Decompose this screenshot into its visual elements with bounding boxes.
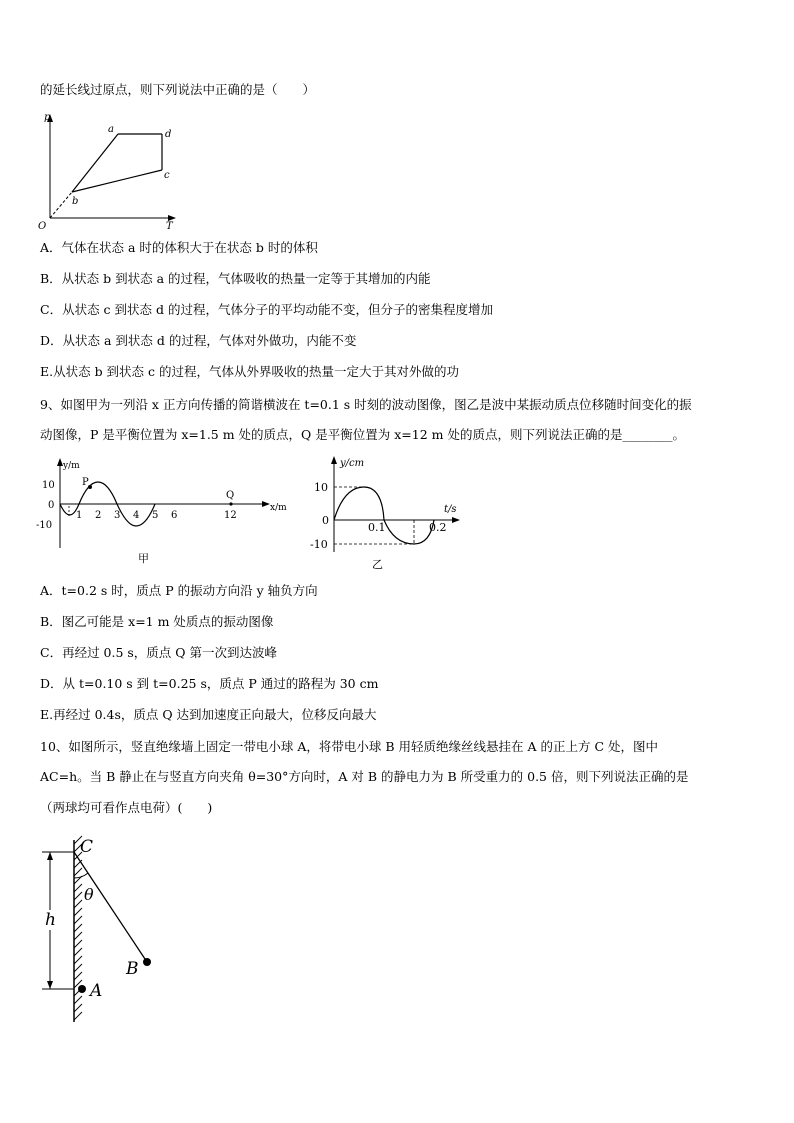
q8-option-a[interactable]: A．气体在状态 a 时的体积大于在状态 b 时的体积 <box>40 240 318 255</box>
jia-xtick-12: 12 <box>224 510 237 521</box>
jia-xtick-5: 5 <box>152 510 159 521</box>
jia-xtick-1: 1 <box>76 510 83 521</box>
label-theta: θ <box>84 885 94 904</box>
label-h: h <box>45 910 56 930</box>
q8-option-b[interactable]: B．从状态 b 到状态 a 的过程，气体吸收的热量一定等于其增加的内能 <box>40 271 431 286</box>
q9-option-e[interactable]: E.再经过 0.4s，质点 Q 达到加速度正向最大，位移反向最大 <box>40 707 377 722</box>
q9-option-c[interactable]: C．再经过 0.5 s，质点 Q 第一次到达波峰 <box>40 645 278 660</box>
q9-option-d[interactable]: D．从 t=0.10 s 到 t=0.25 s，质点 P 通过的路程为 30 cm <box>40 676 379 691</box>
axis-T-label: T <box>166 221 173 232</box>
yi-ytick-0: 0 <box>322 514 329 527</box>
q8-pT-graph <box>34 108 184 232</box>
yi-ytick-neg10: -10 <box>310 538 328 551</box>
jia-xlabel: x/m <box>270 503 287 513</box>
jia-point-Q: Q <box>226 490 235 501</box>
point-d-label: d <box>165 129 172 140</box>
jia-ytick-neg10: -10 <box>36 520 53 531</box>
yi-xtick-0.1: 0.1 <box>368 521 386 534</box>
point-a-label: a <box>108 124 114 135</box>
q8-stem: 的延长线过原点，则下列说法中正确的是（ ） <box>40 82 316 97</box>
origin-label: O <box>38 221 47 232</box>
axis-p-label: p <box>44 112 51 123</box>
q8-option-d[interactable]: D．从状态 a 到状态 d 的过程，气体对外做功，内能不变 <box>40 333 357 348</box>
jia-xtick-3: 3 <box>114 510 121 521</box>
q9-stem-line1: 9、如图甲为一列沿 x 正方向传播的简谐横波在 t=0.1 s 时刻的波动图像，图乙是波中某振动质点位移随时间变化的振 <box>40 397 692 412</box>
jia-xtick-4: 4 <box>133 510 140 521</box>
point-b-label: b <box>72 196 79 207</box>
q10-wall-figure <box>34 832 174 1028</box>
jia-ylabel: y/m <box>63 461 80 471</box>
yi-xtick-0.2: 0.2 <box>429 521 447 534</box>
label-B: B <box>126 959 139 979</box>
jia-ytick-10: 10 <box>42 480 55 491</box>
point-c-label: c <box>164 170 170 181</box>
q9-stem-line2: 动图像，P 是平衡位置为 x=1.5 m 处的质点，Q 是平衡位置为 x=12 m 处的质点，则下列说法正确的是________。 <box>40 427 685 442</box>
label-A: A <box>90 981 103 1001</box>
jia-ytick-0: 0 <box>48 500 55 511</box>
label-C: C <box>80 837 94 857</box>
jia-xtick-2: 2 <box>95 510 102 521</box>
q8-option-c[interactable]: C．从状态 c 到状态 d 的过程，气体分子的平均动能不变，但分子的密集程度增加 <box>40 302 493 317</box>
q9-option-a[interactable]: A．t=0.2 s 时，质点 P 的振动方向沿 y 轴负方向 <box>40 583 318 598</box>
yi-xlabel: t/s <box>444 504 457 515</box>
yi-ylabel: y/cm <box>340 458 365 469</box>
q10-stem-line3: （两球均可看作点电荷）( ) <box>40 800 213 815</box>
jia-point-P: P <box>82 477 89 488</box>
yi-caption: 乙 <box>372 558 383 571</box>
q10-stem-line1: 10、如图所示，竖直绝缘墙上固定一带电小球 A，将带电小球 B 用轻质绝缘丝线悬挂在 A 的正上方 C 处，图中 <box>40 739 659 754</box>
jia-caption: 甲 <box>138 552 149 565</box>
jia-xtick-6: 6 <box>171 510 178 521</box>
q10-stem-line2: AC=h。当 B 静止在与竖直方向夹角 θ=30°方向时，A 对 B 的静电力为 B 所受重力的 0.5 倍，则下列说法正确的是 <box>40 769 689 784</box>
q9-vibration-graph-yi <box>298 450 468 572</box>
q8-option-e[interactable]: E.从状态 b 到状态 c 的过程，气体从外界吸收的热量一定大于其对外做的功 <box>40 364 459 379</box>
q9-option-b[interactable]: B．图乙可能是 x=1 m 处质点的振动图像 <box>40 614 274 629</box>
yi-ytick-10: 10 <box>314 481 328 494</box>
q9-wave-graph-jia <box>34 452 294 570</box>
